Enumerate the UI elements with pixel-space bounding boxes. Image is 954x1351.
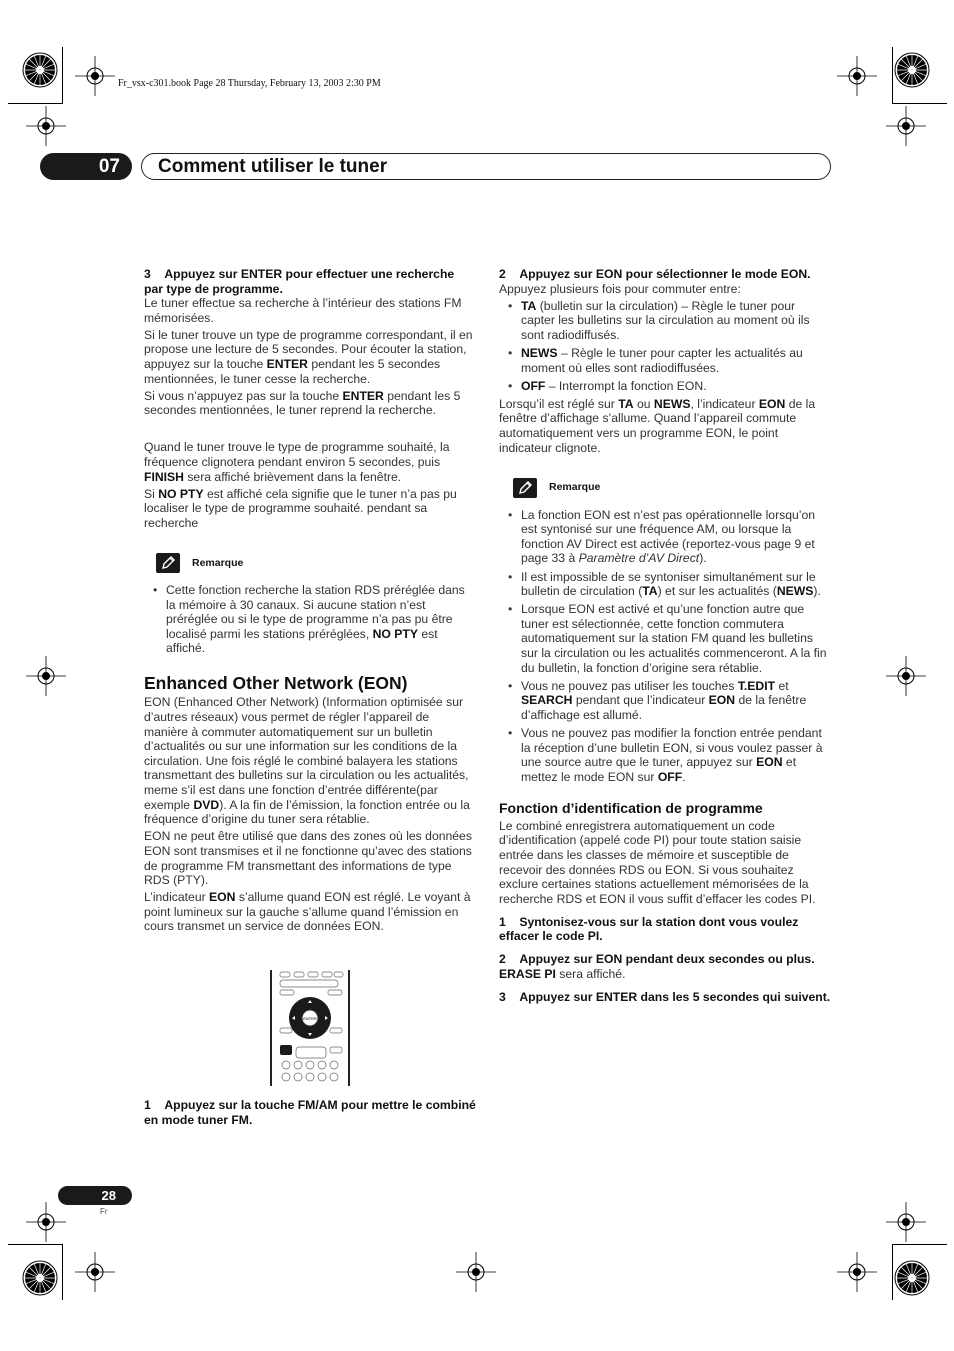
step-1: 1 Appuyez sur la touche FM/AM pour mettre le combiné en mode tuner FM.: [144, 1098, 476, 1127]
left-column-bottom: [144, 1098, 476, 1127]
list-item: • Vous ne pouvez pas utiliser les touches T.EDIT et SEARCH pendant que l’indicateur EON de la fenêtre d’affichage est allumé.: [499, 679, 832, 723]
section-heading-eon: Enhanced Other Network (EON): [144, 673, 408, 694]
list-item: • Lorsque EON est activé et qu’une fonction autre que tuner est sélectionnée, cette fonction commutera automatiquement sur la station FM quand les bulletins sur la circulation ou les actualités commenceront. A la fin du bulletin, la fonction d’origine sera rétablie.: [499, 602, 832, 675]
note-label: Remarque: [549, 481, 601, 494]
step-3: 3 Appuyez sur ENTER dans les 5 secondes qui suivent.: [499, 989, 831, 1004]
star-target-icon: [23, 53, 57, 87]
list-item: • La fonction EON est n’est pas opérationnelle lorsqu’on est syntonisé sur une fréquence AM, ou lorsque la fonction AV Direct est activée (reportez-vous page 9 et page 33 à Paramètre d’AV Direct).: [499, 508, 832, 566]
step-2: 2 Appuyez sur EON pour sélectionner le mode EON.: [499, 267, 811, 281]
right-column: [499, 267, 832, 1004]
note-header: [513, 478, 832, 498]
list-item: • OFF – Interrompt la fonction EON.: [499, 379, 832, 394]
chapter-title: Comment utiliser le tuner: [141, 153, 831, 180]
paragraph: Lorsqu’il est réglé sur TA ou NEWS, l’indicateur EON de la fenêtre d’affichage s’allume. Quand l’appareil commute automatiquement vers un programme EON, le point indicateur clignote.: [499, 396, 816, 455]
list-item: • Il est impossible de se syntoniser simultanément sur le bulletin de circulation (TA) et sur les actualités (NEWS).: [499, 570, 832, 599]
paragraph: Si NO PTY est affiché cela signifie que le tuner n’a pas pu localiser le type de programme souhaité. pendant sa recherche: [144, 486, 457, 530]
step-2: 2 Appuyez sur EON pendant deux secondes ou plus.: [499, 952, 815, 967]
page-language: Fr: [100, 1207, 108, 1216]
chapter-number-badge: 07: [40, 153, 132, 180]
paragraph: ERASE PI sera affiché.: [499, 966, 626, 981]
step-1: 1 Syntonisez-vous sur la station dont vous voulez effacer le code PI.: [499, 914, 799, 944]
step-3: 3 Appuyez sur ENTER pour effectuer une recherche par type de programme.: [144, 267, 455, 296]
list-item: • Vous ne pouvez pas modifier la fonction entrée pendant la réception d’une bulletin EON, si vous voulez passer à une source autre que le tuner, appuyez sur EON et mettez le mode EON sur OFF.: [499, 726, 832, 784]
note-label: Remarque: [192, 556, 244, 569]
star-target-icon: [23, 1261, 57, 1295]
left-column: [144, 267, 476, 936]
note-list: [144, 583, 476, 656]
paragraph: EON ne peut être utilisé que dans des zones où les données EON sont transmises et il ne fonctionne qu’avec des stations de programme FM transmettant des informations de type RDS (PTY).: [144, 829, 472, 888]
remote-enter-label: ENTER: [303, 1016, 317, 1021]
remote-control-illustration: [270, 970, 350, 1086]
star-target-icon: [895, 1261, 929, 1295]
note-list: [499, 508, 832, 785]
section-heading-pi: Fonction d’identification de programme: [499, 799, 763, 816]
list-item: • Cette fonction recherche la station RDS préréglée dans la mémoire à 30 canaux. Si aucune station n’est préréglée ou si le type de programme n’a pas pu être localisé parmi les stations préréglées, NO PTY est affiché.: [144, 583, 476, 656]
print-slug: Fr_vsx-c301.book Page 28 Thursday, February 13, 2003 2:30 PM: [118, 78, 381, 89]
remote-control-icon: [272, 970, 348, 1086]
paragraph: EON (Enhanced Other Network) (Information optimisée sur d’autres réseaux) vous permet de régler l’appareil de manière à commuter automatiquement sur un bulletin d’actualités ou sur une information sur les conditions de la circulation. Une fois réglé le combiné balayera les stations transmettant des bulletins sur la circulation ou les actualités, meme s’il est dans une fonction d’entrée différente(par exemple DVD). A la fin de l’émission, la fonction entrée ou la fréquence d’origine du tuner sera rétablie.: [144, 695, 470, 827]
paragraph: Si le tuner trouve un type de programme correspondant, il en propose une lecture de 5 secondes. Pour écouter la station, appuyez sur la touche ENTER pendant les 5 secondes mentionnées, le tuner cesse la recherche.: [144, 327, 473, 386]
paragraph: L’indicateur EON s’allume quand EON est réglé. Le voyant à point lumineux sur la gauche s’allume quand l’émission en cours transmet un service de données EON.: [144, 890, 471, 934]
pencil-note-icon: [513, 478, 537, 498]
star-target-icon: [895, 53, 929, 87]
list-item: • TA (bulletin sur la circulation) – Règle le tuner pour capter les bulletins sur la circulation au moment où ils sont radiodiffusés.: [499, 299, 832, 343]
note-header: [156, 553, 476, 573]
pencil-note-icon: [156, 553, 180, 573]
page-number: 28: [58, 1186, 132, 1205]
list-item: • NEWS – Règle le tuner pour capter les actualités au moment où elles sont radiodiffusées.: [499, 346, 832, 375]
paragraph: Si vous n’appuyez pas sur la touche ENTER pendant les 5 secondes mentionnées, le tuner reprend la recherche.: [144, 388, 461, 418]
paragraph: Appuyez plusieurs fois pour commuter entre:: [499, 281, 741, 296]
paragraph: Le tuner effectue sa recherche à l’intérieur des stations FM mémorisées.: [144, 296, 462, 325]
paragraph: Quand le tuner trouve le type de programme souhaité, la fréquence clignotera pendant environ 5 secondes, puis FINISH sera affiché brièvement dans la fenêtre.: [144, 440, 450, 484]
mode-list: [499, 299, 832, 394]
paragraph: Le combiné enregistrera automatiquement un code d’identification (appelé code PI) pour toute station saisie entrée dans les classes de mémoire et susceptible de recevoir des données RDS ou EON. Si vous souhaitez exclure certaines stations actuellement mémorisées de la recherche RDS et EON il vous suffit d’effacer les codes PI.: [499, 818, 816, 906]
